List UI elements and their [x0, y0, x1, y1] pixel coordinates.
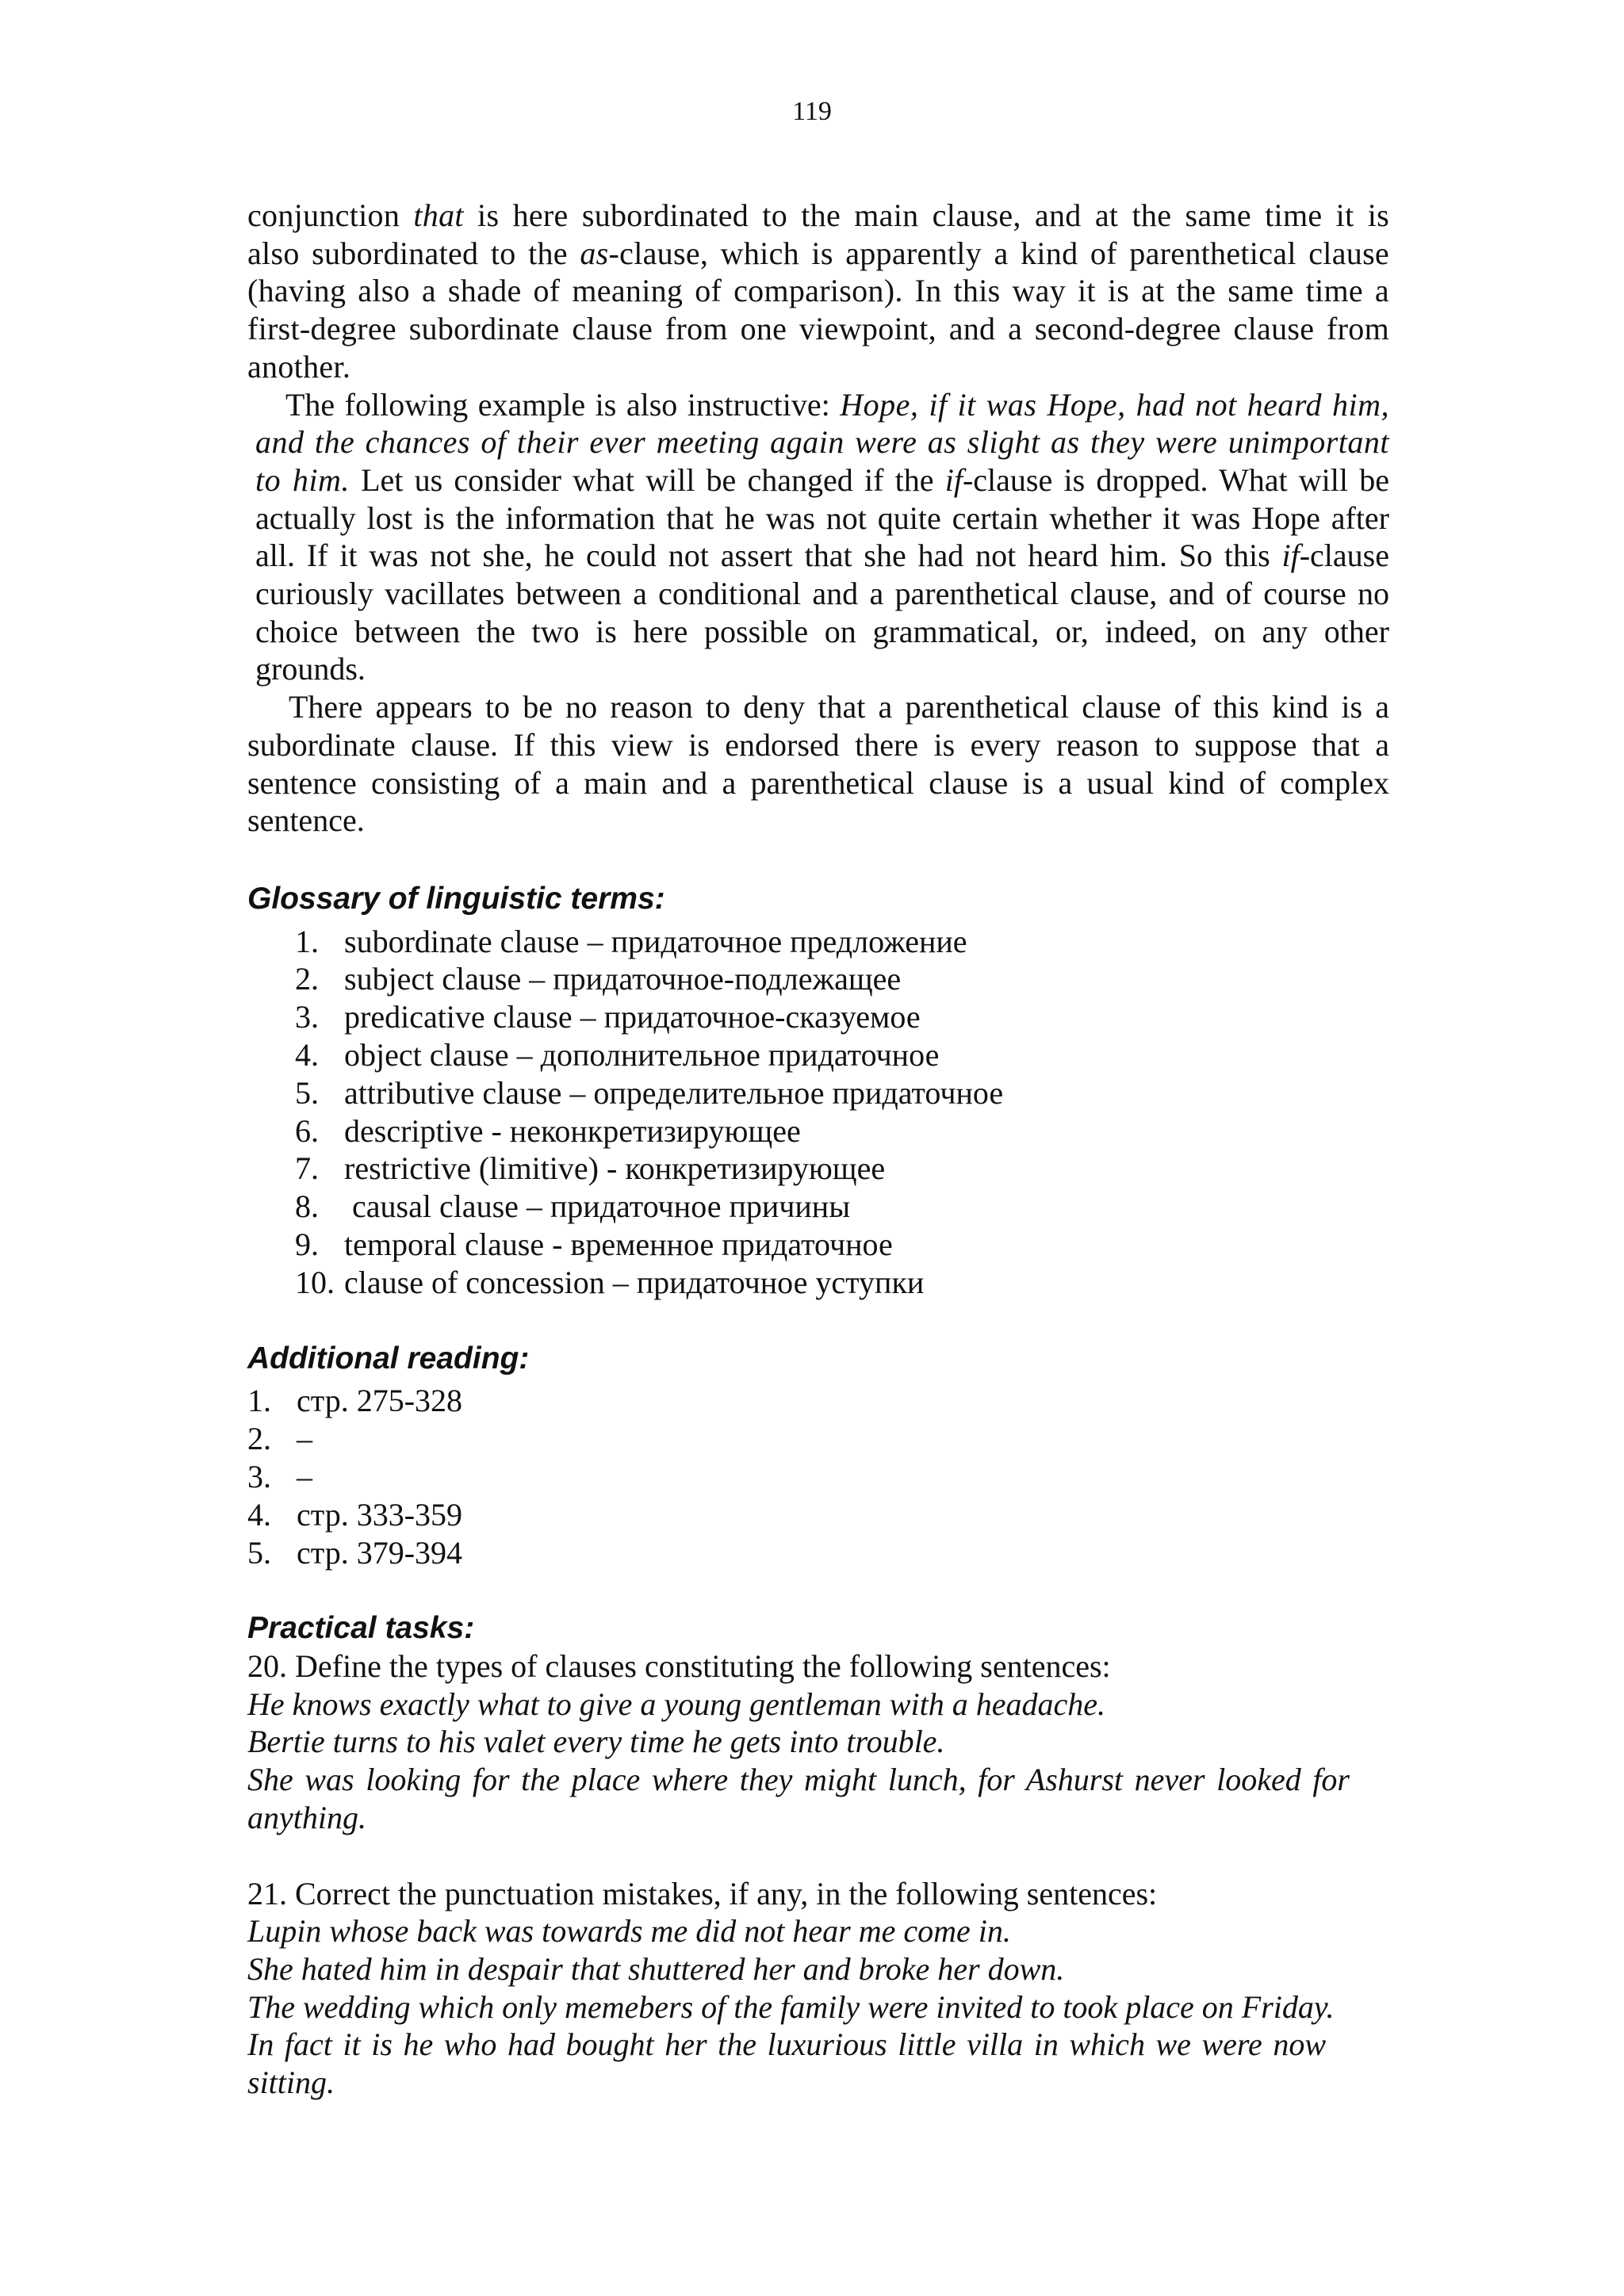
glossary-item-number: 6.	[295, 1112, 319, 1149]
glossary-item-text: restrictive (limitive) - конкретизирующее	[344, 1150, 886, 1187]
glossary-item-number: 5.	[295, 1074, 319, 1111]
task-20-sentence: Bertie turns to his valet every time he gets into trouble.	[247, 1724, 945, 1760]
reading-item	[247, 1382, 1389, 1420]
paragraph-1-text-c: -clause, which is apparently a kind of parenthetical clause (having also a shade of meaning of comparison). In this way it is at the same time a first-degree subordinate clause from one viewpoint, and a second-degree clause from another.	[247, 235, 1389, 385]
paragraph-1-text-a: conjunction	[247, 197, 414, 233]
glossary-item	[247, 1188, 1389, 1226]
paragraph-3-text: There appears to be no reason to deny that a parenthetical clause of this kind is a subordinate clause. If this view is endorsed there is every reason to suppose that a sentence consisting of a main and a parenthetical clause is a usual kind of complex sentence.	[247, 689, 1389, 839]
reading-item	[247, 1420, 1389, 1458]
paragraph-1-text-b: is here subordinated to the main clause, and at the same time it is also subordinated to the	[247, 197, 1390, 271]
reading-item-text: стр. 379-394	[297, 1534, 463, 1571]
task-20-sentence: She was looking for the place where they might lunch, for Ashurst never looked for anything.	[247, 1762, 1350, 1835]
glossary-item-text: attributive clause – определительное придаточное	[344, 1074, 1004, 1111]
reading-item-number: 5.	[247, 1534, 271, 1571]
glossary-item	[247, 998, 1389, 1036]
glossary-item-text: clause of concession – придаточное уступки	[344, 1264, 925, 1300]
glossary-item-text: temporal clause - временное придаточное	[344, 1226, 893, 1263]
reading-list	[247, 1382, 1389, 1571]
reading-item	[247, 1534, 1389, 1572]
glossary-item-text: descriptive - неконкретизирующее	[344, 1112, 801, 1149]
term-as: as	[580, 235, 609, 271]
task-21-sentence: In fact it is he who had bought her the luxurious little villa in which we were now sitting.	[247, 2026, 1326, 2101]
task-20-sentence: He knows exactly what to give a young gentleman with a headache.	[247, 1686, 1105, 1722]
paragraph-2	[247, 386, 1389, 689]
glossary-heading: Glossary of linguistic terms:	[247, 881, 665, 916]
paragraph-2-rest-b: -clause is dropped. What will be actually lost is the information that he was not quite certain whether it was Hope after all. If it was not she, he could not assert that she had not heard him. So this	[255, 461, 1389, 574]
paragraph-2-rest-c: -clause curiously vacillates between a conditional and a parenthetical clause, and of course no choice between the two is here possible on grammatical, or, indeed, on any other grounds.	[255, 538, 1389, 687]
paragraph-2-rest-a: Let us consider what will be changed if the	[349, 461, 945, 498]
glossary-item-number: 1.	[295, 923, 319, 959]
reading-item-number: 4.	[247, 1496, 271, 1533]
glossary-item	[247, 1036, 1389, 1074]
task-20-instruction: 20. Define the types of clauses constituting the following sentences:	[247, 1648, 1111, 1685]
additional-reading-heading: Additional reading:	[247, 1341, 530, 1376]
paragraph-2-intro: The following example is also instructive:	[285, 386, 841, 423]
glossary-item-text: predicative clause – придаточное-сказуемое	[344, 999, 921, 1035]
glossary-item-number: 3.	[295, 999, 319, 1035]
reading-item-text: –	[297, 1458, 312, 1494]
page-number: 119	[792, 97, 832, 126]
glossary-item-number: 2.	[295, 961, 319, 997]
glossary-item-number: 8.	[295, 1188, 319, 1225]
term-that: that	[413, 197, 464, 233]
term-if-2: if	[1281, 538, 1300, 574]
glossary-item-number: 7.	[295, 1150, 319, 1187]
glossary-item	[247, 1226, 1389, 1264]
glossary-item-text: causal clause – придаточное причины	[344, 1188, 851, 1225]
paragraph-1	[247, 197, 1389, 386]
reading-item-number: 3.	[247, 1458, 271, 1494]
practical-tasks-heading: Practical tasks:	[247, 1611, 475, 1646]
glossary-list	[247, 923, 1389, 1302]
reading-item-text: стр. 333-359	[297, 1496, 463, 1533]
reading-item-text: –	[297, 1421, 312, 1457]
glossary-item	[247, 1150, 1389, 1188]
glossary-item	[247, 923, 1389, 961]
reading-item-text: стр. 275-328	[297, 1383, 463, 1419]
glossary-item	[247, 1112, 1389, 1150]
reading-item-number: 2.	[247, 1421, 271, 1457]
glossary-item-number: 10.	[295, 1264, 335, 1300]
glossary-item-text: subordinate clause – придаточное предложение	[344, 923, 967, 959]
task-21-instruction: 21. Correct the punctuation mistakes, if any, in the following sentences:	[247, 1875, 1158, 1911]
glossary-item	[247, 960, 1389, 998]
glossary-item-text: subject clause – придаточное-подлежащее	[344, 961, 902, 997]
glossary-item	[247, 1264, 1389, 1302]
task-21	[247, 1875, 1389, 2102]
page-content	[247, 197, 1389, 2102]
task-21-sentence: She hated him in despair that shuttered her and broke her down.	[247, 1950, 1065, 1987]
paragraph-3	[247, 688, 1389, 840]
task-21-sentence: The wedding which only memebers of the family were invited to took place on Friday.	[247, 1988, 1335, 2025]
example-quote: Hope, if it was Hope, had not heard him, and the chances of their ever meeting again were as slight as they were unimportant to him.	[255, 386, 1389, 498]
glossary-item-number: 4.	[295, 1037, 319, 1073]
task-20	[247, 1647, 1389, 1837]
task-21-sentence: Lupin whose back was towards me did not hear me come in.	[247, 1913, 1011, 1950]
term-if: if	[944, 461, 963, 498]
reading-item	[247, 1496, 1389, 1534]
glossary-item-text: object clause – дополнительное придаточное	[344, 1037, 940, 1073]
reading-item	[247, 1458, 1389, 1496]
glossary-item-number: 9.	[295, 1226, 319, 1263]
reading-item-number: 1.	[247, 1383, 271, 1419]
glossary-item	[247, 1074, 1389, 1112]
